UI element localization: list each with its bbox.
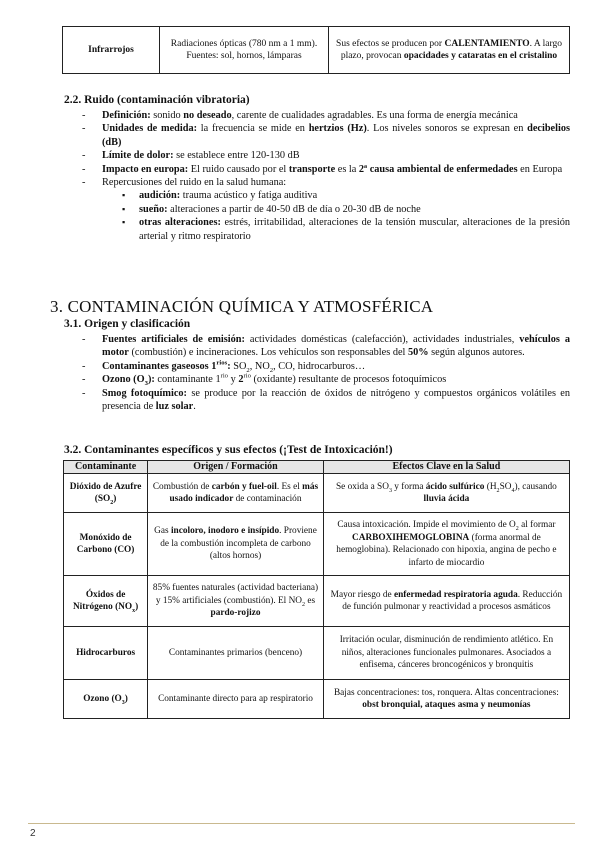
column-header: Efectos Clave en la Salud — [323, 461, 569, 474]
table-row — [64, 627, 570, 680]
list-item: - Contaminantes gaseosos $1^{rios}$: $SO_2$, $NO_2$, CO, hidrocarburos… — [82, 360, 570, 373]
pollutant-name: Dióxido de Azufre $(SO_2)$ — [64, 474, 148, 513]
list-item: - Repercusiones del ruido en la salud humana: ▪ audición: trauma acústico y fatiga auditiva ▪ sueño: alteraciones a partir de 40-50 dB de día o 20-30 dB de noche ▪ otras alteraciones: estrés, irritabilidad, alteraciones de la tensión muscular, alteraciones de la presión arterial y ritmo respiratorio — [82, 176, 570, 243]
pollutant-effects: Bajas concentraciones: tos, ronquera. Altas concentraciones: obst bronquial, ataques asma y neumonías — [323, 680, 569, 719]
pollutant-name: Hidrocarburos — [64, 627, 148, 680]
sub-list-item: ▪ sueño: alteraciones a partir de 40-50 dB de día o 20-30 dB de noche — [122, 203, 570, 216]
footer-rule — [28, 823, 575, 824]
list-item: - Definición: sonido no deseado, carente de cualidades agradables. Es una forma de energía mecánica — [82, 109, 570, 122]
pollutant-origin: Contaminantes primarios (benceno) — [148, 627, 324, 680]
pollutant-effects: Se oxida a $SO_3$ y forma ácido sulfúrico $(H_2SO_4)$, causando lluvia ácida — [323, 474, 569, 513]
table-header-row — [64, 461, 570, 474]
pollutant-origin: Combustión de carbón y fuel-oil. Es el más usado indicador de contaminación — [148, 474, 324, 513]
list-item: - Límite de dolor: se establece entre 120-130 dB — [82, 149, 570, 162]
pollutant-effects: Irritación ocular, disminución de rendimiento atlético. En niños, alteraciones funcionales pulmonares. Asociados a enfisema, cánceres broncogénicos y bronquitis — [323, 627, 569, 680]
section-heading-3: 3. CONTAMINACIÓN QUÍMICA Y ATMOSFÉRICA — [50, 297, 434, 316]
column-header: Contaminante — [64, 461, 148, 474]
pollutant-origin: 85% fuentes naturales (actividad bacteriana) y 15% artificiales (combustión). El $NO_2$ es pardo-rojizo — [148, 576, 324, 627]
pollutant-name: Infrarrojos — [63, 27, 160, 74]
sub-list-item: ▪ otras alteraciones: estrés, irritabilidad, alteraciones de la tensión muscular, alteraciones de la presión arterial y ritmo respiratorio — [122, 216, 570, 243]
section-heading-3-2: 3.2. Contaminantes específicos y sus efectos (¡Test de Intoxicación!) — [64, 444, 393, 456]
table-row — [64, 680, 570, 719]
sub-list-item: ▪ audición: trauma acústico y fatiga auditiva — [122, 189, 570, 202]
section-2-2-body — [82, 109, 570, 243]
page-number: 2 — [30, 828, 36, 839]
pollutant-name: Óxidos de Nitrógeno $(NO_x)$ — [64, 576, 148, 627]
pollutant-name: Monóxido de Carbono (CO) — [64, 513, 148, 576]
list-item: - Unidades de medida: la frecuencia se mide en hertzios (Hz). Los niveles sonoros se expresan en decibelios (dB) — [82, 122, 570, 149]
pollutant-origin: Gas incoloro, inodoro e insípido. Proviene de la combustión incompleta de carbono (altos hornos) — [148, 513, 324, 576]
list-item: - Ozono $(O_3)$: contaminante $1^{rio}$ y $2^{rio}$ (oxidante) resultante de procesos fotoquímicos — [82, 373, 570, 386]
section-heading-3-1: 3.1. Origen y clasificación — [64, 318, 191, 330]
table-row — [64, 513, 570, 576]
pollutant-description: Radiaciones ópticas (780 nm a 1 mm). Fuentes: sol, hornos, lámparas — [160, 27, 329, 74]
table-row — [63, 27, 570, 74]
infrared-table — [62, 26, 570, 74]
pollutant-effects: Sus efectos se producen por CALENTAMIENTO. A largo plazo, provocan opacidades y cataratas en el cristalino — [329, 27, 570, 74]
list-item: - Smog fotoquímico: se produce por la reacción de óxidos de nitrógeno y compuestos orgánicos volátiles en presencia de luz solar. — [82, 387, 570, 414]
pollutant-name: Ozono $(O_3)$ — [64, 680, 148, 719]
table-row — [64, 576, 570, 627]
column-header: Origen / Formación — [148, 461, 324, 474]
table-row — [64, 474, 570, 513]
section-heading-2-2: 2.2. Ruido (contaminación vibratoria) — [64, 94, 250, 106]
section-3-1-body — [82, 333, 570, 413]
pollutant-effects: Causa intoxicación. Impide el movimiento de $O_2$ al formar CARBOXIHEMOGLOBINA (forma anormal de hemoglobina). Relacionado con hipoxia, angina de pecho e infarto de miocardio — [323, 513, 569, 576]
list-item: - Impacto en europa: El ruido causado por el transporte es la 2ª causa ambiental de enfermedades en Europa — [82, 163, 570, 176]
pollutant-origin: Contaminante directo para ap respiratorio — [148, 680, 324, 719]
pollutants-table — [63, 460, 570, 719]
pollutant-effects: Mayor riesgo de enfermedad respiratoria aguda. Reducción de función pulmonar y reactividad a procesos asmáticos — [323, 576, 569, 627]
list-item: - Fuentes artificiales de emisión: actividades domésticas (calefacción), actividades industriales, vehículos a motor (combustión) e incineraciones. Los vehículos son responsables del 50% según algunos autores. — [82, 333, 570, 360]
